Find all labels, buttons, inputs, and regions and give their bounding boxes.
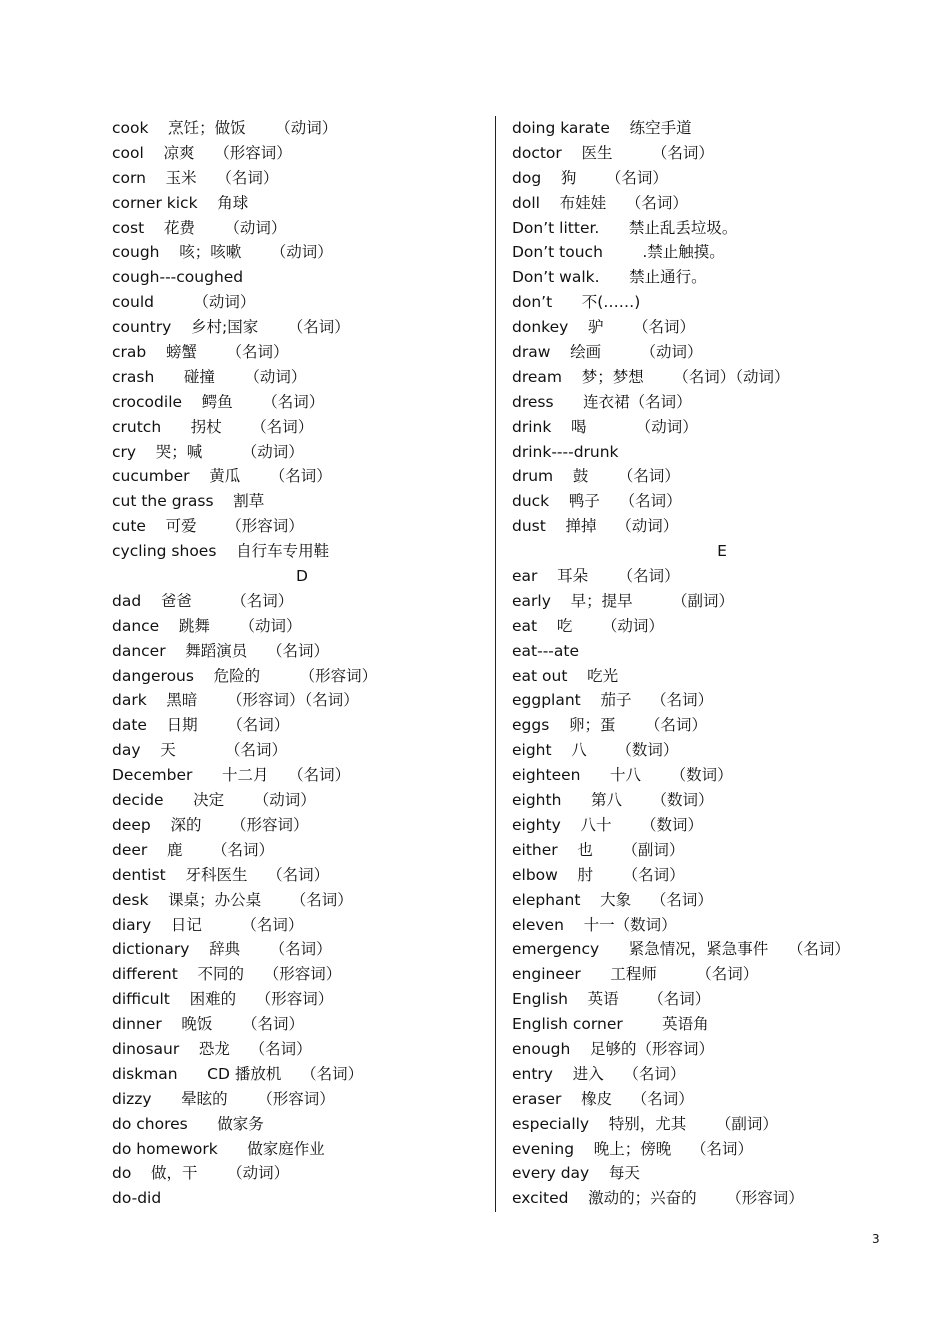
entry-text: eat---ate [512,641,580,660]
vocabulary-entry [112,240,492,265]
vocabulary-entry [112,340,492,365]
vocabulary-entry [512,962,932,987]
entry-text: corner kick 角球 [112,193,249,212]
vocabulary-entry [112,141,492,166]
entry-text: do 做，干 （动词） [112,1164,290,1183]
vocabulary-entry [512,1037,932,1062]
entry-text: eighty 八十 （数词） [512,815,704,834]
entry-text: eighth 第八 （数词） [512,791,714,810]
vocabulary-entry [512,937,932,962]
vocabulary-entry [112,415,492,440]
vocabulary-entry [112,1087,492,1112]
entry-text: drum 鼓 （名词） [512,467,680,486]
entry-text: English 英语 （名词） [512,990,711,1009]
entry-text: elbow 肘 （名词） [512,865,685,884]
entry-text: ear 耳朵 （名词） [512,567,680,586]
vocabulary-entry [112,1137,492,1162]
entry-text: dentist 牙科医生 （名词） [112,865,330,884]
vocabulary-entry [112,489,492,514]
vocabulary-entry [112,788,492,813]
section-letter: D [296,567,308,586]
entry-text: elephant 大象 （名词） [512,890,713,909]
entry-text: crab 螃蟹 （名词） [112,343,289,362]
entry-text: draw 绘画 （动词） [512,343,703,362]
entry-text: entry 进入 （名词） [512,1064,686,1083]
entry-text: doing karate 练空手道 [512,119,692,137]
entry-text: enough 足够的（形容词） [512,1039,715,1058]
vocabulary-entry [512,738,932,763]
entry-text: day 天 （名词） [112,741,287,760]
entry-text: dinosaur 恐龙 （名词） [112,1039,312,1058]
vocabulary-entry [112,962,492,987]
vocabulary-entry [112,738,492,763]
entry-text: excited 激动的；兴奋的 （形容词） [512,1189,804,1208]
vocabulary-entry [512,340,932,365]
vocabulary-entry [512,191,932,216]
vocabulary-entry [112,888,492,913]
entry-text: difficult 困难的 （形容词） [112,990,334,1009]
entry-text: eight 八 （数词） [512,741,679,760]
entry-text: country 乡村;国家 （名词） [112,318,350,337]
vocabulary-entry [512,1087,932,1112]
section-letter: E [717,542,727,561]
vocabulary-entry [512,813,932,838]
vocabulary-entry [512,589,932,614]
vocabulary-entry [112,813,492,838]
entry-text: eat out 吃光 [512,666,619,685]
vocabulary-entry [112,216,492,241]
entry-text: corn 玉米 （名词） [112,168,279,187]
entry-text: duck 鸭子 （名词） [512,492,682,511]
vocabulary-entry [112,1012,492,1037]
vocabulary-entry [512,913,932,938]
vocabulary-entry [512,365,932,390]
column-divider [495,116,496,1212]
vocabulary-entry [112,116,492,141]
entry-text: cucumber 黄瓜 （名词） [112,467,332,486]
vocabulary-entry [112,639,492,664]
vocabulary-entry [112,589,492,614]
vocabulary-entry [512,863,932,888]
entry-text: cute 可爱 （形容词） [112,517,304,536]
vocabulary-entry [112,265,492,290]
entry-text: crocodile 鳄鱼 （名词） [112,392,325,411]
vocabulary-entry [112,937,492,962]
entry-text: don’t 不(……) [512,293,641,312]
entry-text: dog 狗 （名词） [512,168,668,187]
vocabulary-entry [512,614,932,639]
entry-text: eleven 十一（数词） [512,915,677,934]
entry-text: cook 烹饪；做饭 （动词） [112,119,338,137]
entry-text: cool 凉爽 （形容词） [112,143,292,162]
vocabulary-entry [512,166,932,191]
vocabulary-entry [512,1161,932,1186]
left-word-list [112,116,492,1211]
vocabulary-entry [112,763,492,788]
vocabulary-entry [112,713,492,738]
entry-text: either 也 （副词） [512,840,685,859]
entry-text: cough 咳；咳嗽 （动词） [112,243,333,262]
vocabulary-entry [512,415,932,440]
right-word-list [512,116,932,1211]
vocabulary-entry [512,987,932,1012]
entry-text: dizzy 晕眩的 （形容词） [112,1089,335,1108]
page-number: 3 [872,1232,880,1246]
vocabulary-entry [512,1062,932,1087]
entry-text: December 十二月 （名词） [112,766,351,785]
vocabulary-entry [512,240,932,265]
vocabulary-entry [112,166,492,191]
entry-text: deer 鹿 （名词） [112,840,275,859]
vocabulary-entry [112,290,492,315]
entry-text: cry 哭；喊 （动词） [112,442,304,461]
vocabulary-entry [512,1112,932,1137]
entry-text: do-did [112,1189,162,1208]
entry-text: different 不同的 （形容词） [112,965,342,984]
vocabulary-entry [512,464,932,489]
vocabulary-entry [112,614,492,639]
entry-text: eighteen 十八 （数词） [512,766,733,785]
vocabulary-entry [512,664,932,689]
entry-text: dream 梦；梦想 （名词）（动词） [512,367,790,386]
vocabulary-entry [112,365,492,390]
entry-text: cough---coughed [112,268,244,287]
vocabulary-entry [512,290,932,315]
vocabulary-entry [112,913,492,938]
vocabulary-entry [112,1186,492,1211]
vocabulary-entry [512,713,932,738]
vocabulary-entry [112,1112,492,1137]
vocabulary-entry [112,1161,492,1186]
entry-text: early 早；提早 （副词） [512,591,735,610]
entry-text: doctor 医生 （名词） [512,143,714,162]
entry-text: do chores 做家务 [112,1114,264,1133]
vocabulary-entry [112,987,492,1012]
entry-text: dictionary 辞典 （名词） [112,940,332,959]
vocabulary-entry [512,1012,932,1037]
entry-text: cut the grass 割草 [112,492,265,511]
entry-text: dust 掸掉 （动词） [512,517,679,536]
entry-text: eggs 卵；蛋 （名词） [512,716,708,735]
entry-text: cycling shoes 自行车专用鞋 [112,542,330,561]
entry-text: English corner 英语角 [512,1015,709,1034]
entry-text: crash 碰撞 （动词） [112,367,307,386]
vocabulary-entry [512,265,932,290]
vocabulary-entry [512,688,932,713]
vocabulary-entry [512,514,932,539]
entry-text: every day 每天 [512,1164,640,1183]
entry-text: eraser 橡皮 （名词） [512,1089,694,1108]
vocabulary-entry [112,514,492,539]
vocabulary-entry [512,489,932,514]
vocabulary-entry [112,315,492,340]
vocabulary-entry [112,191,492,216]
vocabulary-entry [512,763,932,788]
entry-text: diskman CD 播放机 （名词） [112,1064,364,1083]
entry-text: deep 深的 （形容词） [112,815,309,834]
entry-text: could （动词） [112,293,256,312]
entry-text: engineer 工程师 （名词） [512,965,759,984]
vocabulary-entry [512,1137,932,1162]
vocabulary-entry [512,315,932,340]
entry-text: dangerous 危险的 （形容词） [112,666,378,685]
vocabulary-entry [112,1062,492,1087]
entry-text: dad 爸爸 （名词） [112,591,294,610]
vocabulary-entry [512,141,932,166]
vocabulary-entry [112,390,492,415]
vocabulary-entry [512,788,932,813]
vocabulary-entry [512,390,932,415]
vocabulary-entry [512,440,932,465]
entry-text: drink----drunk [512,442,619,461]
entry-text: especially 特别，尤其 （副词） [512,1114,778,1133]
vocabulary-entry [112,664,492,689]
entry-text: donkey 驴 （名词） [512,318,696,337]
entry-text: Don’t touch .禁止触摸。 [512,243,725,262]
entry-text: cost 花费 （动词） [112,218,287,237]
entry-text: emergency 紧急情况，紧急事件 （名词） [512,940,850,959]
entry-text: drink 喝 （动词） [512,417,698,436]
entry-text: crutch 拐杖 （名词） [112,417,314,436]
entry-text: eat 吃 （动词） [512,616,664,635]
entry-text: diary 日记 （名词） [112,915,304,934]
vocabulary-entry [512,639,932,664]
vocabulary-entry [112,464,492,489]
entry-text: doll 布娃娃 （名词） [512,193,688,212]
vocabulary-entry [112,440,492,465]
entry-text: date 日期 （名词） [112,716,290,735]
entry-text: desk 课桌；办公桌 （名词） [112,890,353,909]
entry-text: eggplant 茄子 （名词） [512,691,714,710]
vocabulary-entry [512,564,932,589]
entry-text: do homework 做家庭作业 [112,1139,325,1158]
vocabulary-entry [112,1037,492,1062]
entry-text: evening 晚上；傍晚 （名词） [512,1139,753,1158]
vocabulary-entry [112,863,492,888]
vocabulary-entry [112,539,492,564]
entry-text: dark 黑暗 （形容词）（名词） [112,691,359,710]
vocabulary-entry [112,688,492,713]
vocabulary-entry [512,116,932,141]
vocabulary-entry [512,216,932,241]
entry-text: Don’t walk. 禁止通行。 [512,268,707,287]
entry-text: dance 跳舞 （动词） [112,616,302,635]
vocabulary-entry [112,838,492,863]
vocabulary-entry [512,838,932,863]
entry-text: decide 决定 （动词） [112,791,316,810]
vocabulary-entry [512,888,932,913]
vocabulary-entry [512,1186,932,1211]
entry-text: dinner 晚饭 （名词） [112,1015,304,1034]
entry-text: dancer 舞蹈演员 （名词） [112,641,330,660]
entry-text: dress 连衣裙（名词） [512,392,692,411]
entry-text: Don’t litter. 禁止乱丢垃圾。 [512,218,738,237]
